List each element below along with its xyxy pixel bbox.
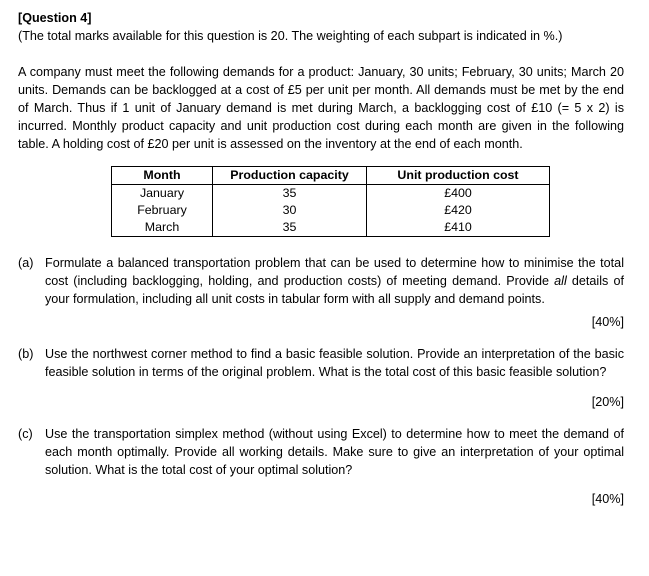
part-a-emphasis: all — [554, 274, 567, 288]
cell-capacity: 30 — [213, 202, 367, 219]
question-title: [Question 4] — [18, 11, 92, 25]
part-b-label: (b) — [18, 347, 34, 361]
table-header-row — [112, 167, 550, 185]
part-a — [18, 254, 624, 308]
question-marks-note: (The total marks available for this question is 20. The weighting of each subpart is indicated in %.) — [18, 29, 563, 43]
production-table-wrapper — [111, 166, 624, 237]
header-month: Month — [112, 167, 213, 185]
header-production-capacity: Production capacity — [213, 167, 367, 185]
cell-capacity: 35 — [213, 185, 367, 203]
part-c-label: (c) — [18, 427, 33, 441]
part-a-text-before: Formulate a balanced transportation problem that can be used to determine how to minimise the total cost (including backlogging, holding, and production costs) of meeting demand. Provide — [45, 256, 624, 288]
header-unit-production-cost: Unit production cost — [367, 167, 550, 185]
cell-cost: £410 — [367, 219, 550, 237]
part-b — [18, 345, 624, 381]
part-a-marks: [40%] — [591, 315, 624, 329]
part-b-marks: [20%] — [591, 395, 624, 409]
part-b-text: Use the northwest corner method to find a basic feasible solution. Provide an interpretation of the basic feasible solution in terms of the original problem. What is the total cost of this basic feasible solution? — [45, 347, 624, 379]
cell-month: February — [112, 202, 213, 219]
cell-cost: £400 — [367, 185, 550, 203]
question-document — [18, 9, 624, 508]
part-a-text-after: details of your formulation, including all unit costs in tabular form with all supply and demand points. — [45, 274, 624, 306]
cell-cost: £420 — [367, 202, 550, 219]
table-row — [112, 219, 550, 237]
question-intro: A company must meet the following demands for a product: January, 30 units; February, 30 units; March 20 units. Demands can be backlogged at a cost of £5 per unit per month. All demands must be met by the end of March. Thus if 1 unit of January demand is met during March, a backlogging cost of £10 (= 5 x 2) is incurred. Monthly product capacity and unit production cost during each month are given in the following table. A holding cost of £20 per unit is assessed on the inventory at the end of each month. — [18, 65, 624, 151]
cell-capacity: 35 — [213, 219, 367, 237]
part-c-marks: [40%] — [591, 492, 624, 506]
part-c — [18, 425, 624, 479]
table-row — [112, 185, 550, 203]
table-row — [112, 202, 550, 219]
part-c-text: Use the transportation simplex method (without using Excel) to determine how to meet the demand of each month optimally. Provide all working details. Make sure to give an interpretation of your optimal solution. What is the total cost of your optimal solution? — [45, 427, 624, 477]
cell-month: March — [112, 219, 213, 237]
production-table — [111, 166, 550, 237]
part-a-label: (a) — [18, 256, 34, 270]
cell-month: January — [112, 185, 213, 203]
